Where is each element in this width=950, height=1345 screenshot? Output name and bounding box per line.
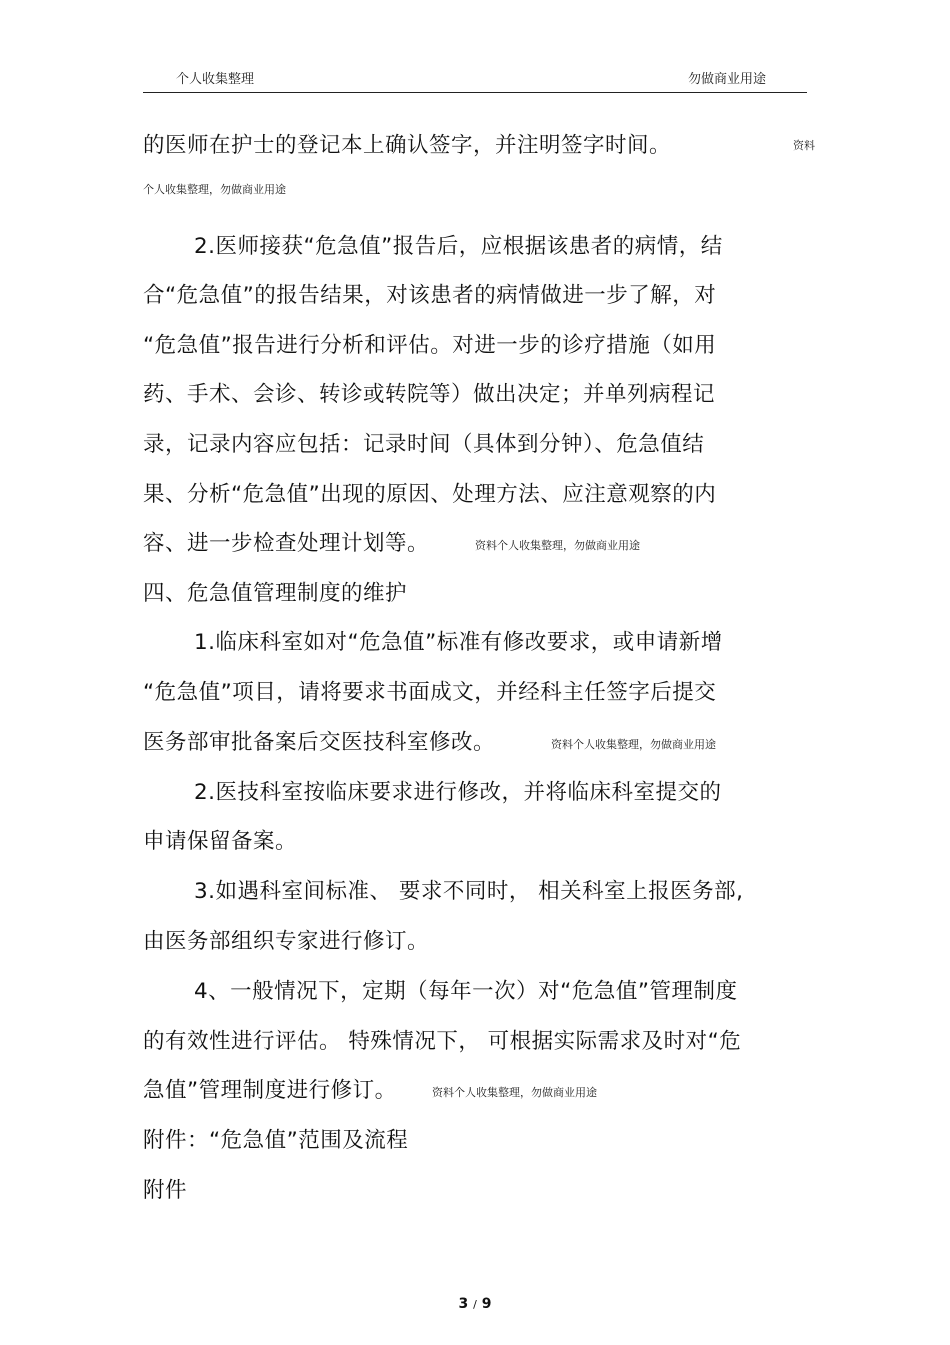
page-number — [0, 1296, 950, 1312]
text-line-12: 医务部审批备案后交医技科室修改。 — [143, 730, 496, 755]
text-line-8: 容、进一步检查处理计划等。 — [143, 531, 430, 556]
text-line-5: 药、手术、会诊、转诊或转院等）做出决定；并单列病程记 — [143, 382, 716, 407]
text-line-4: “危急值”报告进行分析和评估。对进一步的诊疗措施（如用 — [143, 333, 717, 358]
total-pages: 9 — [481, 1296, 492, 1312]
text-line-11: “危急值”项目，请将要求书面成文，并经科主任签字后提交 — [143, 680, 717, 705]
text-line-2: 2.医师接获“危急值”报告后，应根据该患者的病情，结 — [194, 234, 723, 259]
text-line-14: 申请保留备案。 — [143, 829, 298, 854]
watermark-note-4: 资料个人收集整理，勿做商业用途 — [551, 738, 716, 751]
text-line-19: 急值”管理制度进行修订。 — [143, 1078, 397, 1103]
text-line-15: 3.如遇科室间标准、 要求不同时， 相关科室上报医务部, — [194, 879, 744, 904]
text-line-16: 由医务部组织专家进行修订。 — [143, 929, 430, 954]
header-divider — [143, 92, 807, 93]
watermark-note-3: 资料个人收集整理，勿做商业用途 — [475, 539, 640, 552]
header-right-text: 勿做商业用途 — [688, 72, 767, 87]
text-line-17: 4、一般情况下，定期（每年一次）对“危急值”管理制度 — [194, 979, 738, 1004]
watermark-note-1: 资料 — [793, 139, 815, 152]
attachment-label: 附件 — [143, 1178, 188, 1203]
watermark-note-5: 资料个人收集整理，勿做商业用途 — [432, 1086, 597, 1099]
text-line-1: 的医师在护士的登记本上确认签字，并注明签字时间。 — [143, 133, 672, 158]
text-line-6: 录，记录内容应包括：记录时间（具体到分钟）、危急值结 — [143, 432, 705, 457]
text-line-18: 的有效性进行评估。 特殊情况下， 可根据实际需求及时对“危 — [143, 1029, 742, 1054]
attachment-heading: 附件：“危急值”范围及流程 — [143, 1128, 409, 1153]
text-line-3: 合“危急值”的报告结果，对该患者的病情做进一步了解，对 — [143, 283, 717, 308]
page-separator: / — [473, 1298, 477, 1311]
text-line-7: 果、分析“危急值”出现的原因、处理方法、应注意观察的内 — [143, 482, 717, 507]
section-heading: 四、危急值管理制度的维护 — [143, 581, 408, 606]
text-line-10: 1.临床科室如对“危急值”标准有修改要求，或申请新增 — [194, 630, 723, 655]
header-left-text: 个人收集整理 — [176, 72, 255, 87]
text-line-13: 2.医技科室按临床要求进行修改，并将临床科室提交的 — [194, 780, 722, 805]
current-page: 3 — [458, 1296, 469, 1312]
watermark-note-2: 个人收集整理，勿做商业用途 — [143, 183, 286, 196]
